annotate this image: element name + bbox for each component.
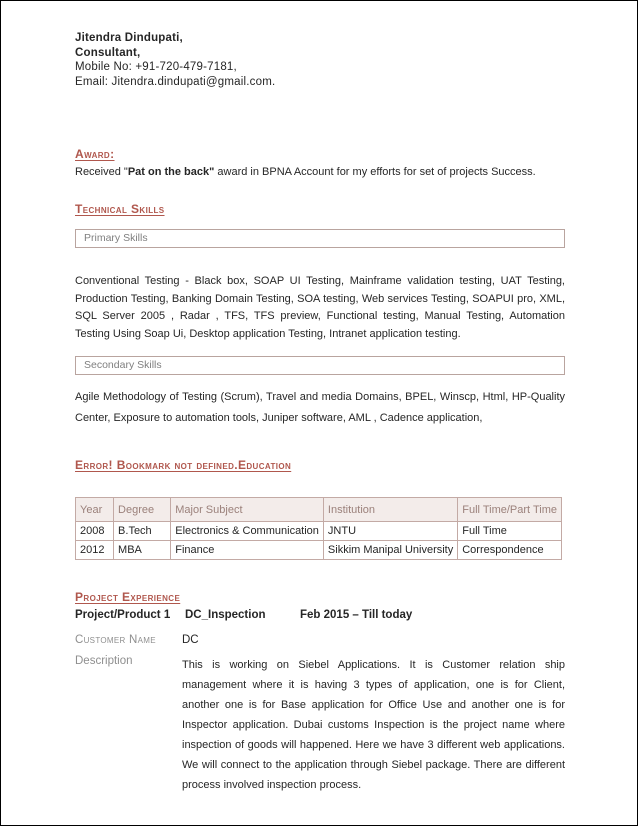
education-table xyxy=(75,497,562,560)
contact-email: Email: Jitendra.dindupati@gmail.com. xyxy=(75,75,276,88)
primary-skills-label: Primary Skills xyxy=(84,232,148,244)
primary-skills-text: Conventional Testing - Black box, SOAP UI Testing, Mainframe validation testing, UAT Testing, Production Testing, Banking Domain Testing, SOA testing, Web services Testing, SOAPUI pro, XML, SQL Server 2005 , Radar , TFS, TFS preview, Functional testing, Manual Testing, Automation Testing Using Soap Ui, Desktop application Testing, Intranet application testing. xyxy=(75,275,565,340)
education-col-header-major: Major Subject xyxy=(171,498,324,522)
education-cell: Correspondence xyxy=(458,541,562,560)
education-cell: Finance xyxy=(171,541,324,560)
customer-name-label: Customer Name xyxy=(75,634,156,646)
award-text-suffix: award in BPNA Account for my efforts for set of projects Success. xyxy=(214,166,536,178)
education-cell: Full Time xyxy=(458,522,562,541)
project-product-name: DC_Inspection xyxy=(185,609,266,621)
education-cell: 2012 xyxy=(76,541,114,560)
contact-mobile: Mobile No: +91-720-479-7181, xyxy=(75,61,237,73)
contact-block xyxy=(75,31,565,89)
project-experience-heading: Project Experience xyxy=(75,590,181,604)
project-product-label: Project/Product 1 xyxy=(75,609,171,621)
education-cell: MBA xyxy=(114,541,171,560)
education-section xyxy=(75,458,565,560)
education-table-row xyxy=(76,541,562,560)
award-text-bold: Pat on the back" xyxy=(127,166,215,178)
education-col-header-institution: Institution xyxy=(323,498,457,522)
award-text xyxy=(75,165,565,180)
education-cell: B.Tech xyxy=(114,522,171,541)
primary-skills-box xyxy=(75,229,565,248)
customer-row xyxy=(75,634,565,646)
education-table-row xyxy=(76,522,562,541)
person-title: Consultant, xyxy=(75,46,141,59)
secondary-skills-box xyxy=(75,356,565,375)
person-name: Jitendra Dindupati, xyxy=(75,32,183,44)
award-section xyxy=(75,147,565,180)
education-cell: Electronics & Communication xyxy=(171,522,324,541)
project-title-line xyxy=(75,609,565,621)
education-cell: Sikkim Manipal University xyxy=(323,541,457,560)
award-text-prefix: Received " xyxy=(75,166,128,178)
education-heading: Error! Bookmark not defined.Education xyxy=(75,458,292,472)
secondary-skills-text: Agile Methodology of Testing (Scrum), Travel and media Domains, BPEL, Winscp, Html, HP-Quality Center, Exposure to automation tools, Juniper software, AML , Cadence application, xyxy=(75,391,565,424)
project-product-dates: Feb 2015 – Till today xyxy=(300,609,413,621)
description-text: This is working on Siebel Applications. It is Customer relation ship management where it is having 3 types of application, one is for Client, another one is for Base application for Office Use and another one is for Inspector application. Dubai customs Inspection is the project name where inspection of goods will happened. Here we have 3 different web applications. We will connect to the application through Siebel package. There are different process involved inspection process. xyxy=(182,659,565,791)
secondary-skills-label: Secondary Skills xyxy=(84,359,162,371)
education-col-header-fulltime: Full Time/Part Time xyxy=(458,498,562,522)
description-row xyxy=(75,655,565,795)
description-label: Description xyxy=(75,655,133,667)
education-header-row xyxy=(76,498,562,522)
education-cell: JNTU xyxy=(323,522,457,541)
education-cell: 2008 xyxy=(76,522,114,541)
education-col-header-year: Year xyxy=(76,498,114,522)
customer-name-value: DC xyxy=(182,634,199,646)
project-experience-section xyxy=(75,590,565,795)
education-col-header-degree: Degree xyxy=(114,498,171,522)
award-heading: Award: xyxy=(75,147,115,161)
technical-skills-section xyxy=(75,202,565,429)
technical-skills-heading: Technical Skills xyxy=(75,202,165,216)
